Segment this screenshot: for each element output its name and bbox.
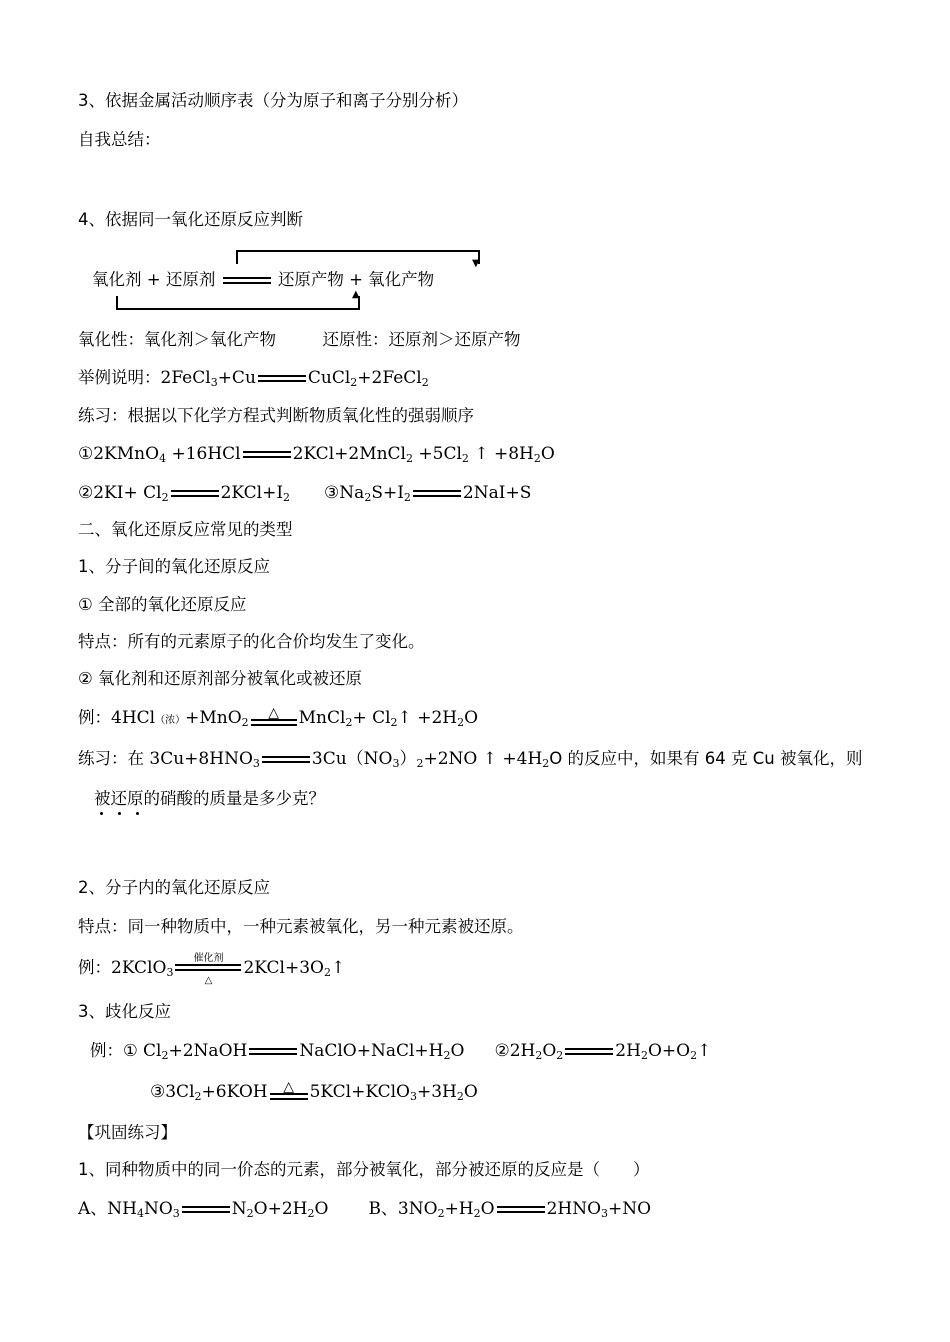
heat-triangle-icon: △: [268, 704, 280, 721]
formula: 2FeCl: [160, 368, 211, 388]
subscript: 2: [403, 491, 411, 504]
formula: +3H: [416, 1082, 457, 1102]
heat-triangle-icon: △: [204, 974, 213, 986]
formula: +H: [444, 1199, 474, 1219]
example-hcl-mno2: [78, 704, 479, 734]
subscript: 2: [161, 1049, 169, 1062]
subscript: 2: [364, 491, 372, 504]
example-label: 举例说明：: [78, 368, 161, 387]
heat-condition-equals: [251, 704, 297, 730]
formula: S+I: [371, 483, 404, 503]
subscript: 2: [640, 1049, 648, 1062]
subscript: 3: [601, 1207, 609, 1220]
feature-text-1: 特点：所有的元素原子的化合价均发生了变化。: [78, 632, 425, 651]
question-1-options: [78, 1198, 651, 1225]
formula: + Cl: [352, 708, 391, 728]
subscript: 2: [461, 452, 469, 465]
equals-sign: [565, 1048, 613, 1055]
subscript: 2: [473, 1207, 481, 1220]
equals-sign: [258, 375, 306, 382]
equals-sign: [497, 1206, 545, 1213]
subscript: 2: [161, 491, 169, 504]
equals-sign: [171, 490, 219, 497]
formula: +MnO: [185, 708, 242, 728]
formula: 2KCl+2MnCl: [292, 444, 406, 464]
example-label: 例：①: [90, 1041, 144, 1060]
oxidation-product-label: 氧化产物: [368, 270, 435, 289]
emphasis-dot: [100, 812, 103, 815]
formula: Cl: [143, 1041, 162, 1061]
equals-sign: [413, 490, 461, 497]
practice-cu-hno3: [78, 748, 862, 775]
heat-condition-equals: [270, 1078, 308, 1104]
subscript: 3: [409, 1090, 417, 1103]
formula: +Cu: [217, 368, 256, 388]
formula: ↑: [697, 1041, 712, 1061]
heat-triangle-icon: △: [283, 1078, 294, 1095]
equals-sign: [249, 1048, 297, 1055]
formula: O: [463, 1082, 478, 1102]
reducing-rule-text: 还原性：还原剂＞还原产物: [322, 330, 521, 349]
formula: 3Cu（NO: [311, 749, 393, 769]
subscript: 2: [437, 1207, 445, 1220]
reduction-product-label: 还原产物: [277, 270, 344, 289]
equals-sign: [262, 756, 310, 763]
equals-sign: [223, 277, 271, 284]
formula: 2KCl+3O: [243, 958, 324, 978]
question-1: 1、同种物质中的同一价态的元素，部分被氧化，部分被还原的反应是（ ）: [78, 1160, 650, 1179]
partial-redox-heading: ② 氧化剂和还原剂部分被氧化或被还原: [78, 669, 363, 688]
formula: ①2KMnO: [78, 444, 160, 464]
section-4-heading: 4、依据同一氧化还原反应判断: [78, 210, 303, 229]
oxidant-label: 氧化剂: [92, 270, 142, 289]
plus-sign: +: [146, 270, 161, 289]
subscript: 2: [323, 966, 331, 979]
formula: ③Na: [324, 483, 365, 503]
formula: 2H: [615, 1041, 641, 1061]
equals-sign: [243, 451, 291, 458]
subscript: 3: [210, 376, 218, 389]
subscript: 2: [421, 376, 429, 389]
subscript: 2: [283, 491, 291, 504]
subscript: 3: [172, 1207, 180, 1220]
formula: 3Cu+8HNO: [149, 749, 253, 769]
formula: MnCl: [298, 708, 346, 728]
subscript: 2: [456, 1090, 464, 1103]
full-redox-heading: ① 全部的氧化还原反应: [78, 595, 247, 614]
formula: ）: [399, 749, 417, 769]
emphasis-dot: [136, 812, 139, 815]
formula: +5Cl: [413, 444, 462, 464]
section-3-heading: 3、依据金属活动顺序表（分为原子和离子分别分析）: [78, 91, 468, 110]
subscript: 2: [690, 1049, 698, 1062]
subscript: 2: [535, 1049, 543, 1062]
subscript: 2: [457, 716, 465, 729]
formula: +6KOH: [201, 1082, 268, 1102]
disproportionation-heading: 3、歧化反应: [78, 1002, 171, 1021]
catalyst-label: 催化剂: [193, 952, 224, 964]
equation-kmno4: [78, 443, 555, 470]
example-disproportionation-1: [90, 1040, 711, 1067]
feature-text-2: 特点：同一种物质中，一种元素被氧化，另一种元素被还原。: [78, 917, 524, 936]
subscript: 2: [345, 716, 353, 729]
formula: 2NaI+S: [462, 483, 532, 503]
formula: O: [542, 1041, 557, 1061]
formula: NO: [143, 1199, 173, 1219]
formula: +NO: [608, 1199, 652, 1219]
option-b: B、3NO: [368, 1199, 438, 1219]
example-label: 例：: [78, 708, 111, 727]
formula: ③3Cl: [150, 1082, 195, 1102]
subscript: 2: [416, 757, 424, 770]
subscript: 2: [246, 1207, 254, 1220]
formula: 2KCl+I: [220, 483, 284, 503]
subscript: 2: [307, 1207, 315, 1220]
equations-ki-na2s: [78, 482, 531, 509]
catalyst-condition-equals: [175, 952, 241, 986]
formula: +2NaOH: [168, 1041, 248, 1061]
intramolecular-heading: 2、分子内的氧化还原反应: [78, 878, 270, 897]
formula: +2NO ↑ +4H: [423, 749, 543, 769]
example-feCl3: [78, 367, 429, 394]
formula: CuCl: [307, 368, 351, 388]
oxidizing-rule-text: 氧化性：氧化剂＞氧化产物: [78, 330, 276, 349]
formula: O: [540, 444, 555, 464]
subscript: 3: [166, 966, 174, 979]
example-label: 例：: [78, 958, 111, 977]
concentrated-note: （浓）: [155, 715, 186, 726]
emphasis-dot: [118, 812, 121, 815]
reductant-label: 还原剂: [165, 270, 216, 289]
formula: ↑: [330, 958, 346, 978]
example-kclo3: [78, 952, 346, 986]
subscript: 2: [443, 1049, 451, 1062]
subscript: 2: [556, 1049, 564, 1062]
bottom-bracket: [116, 296, 360, 310]
consolidation-heading: 【巩固练习】: [78, 1123, 177, 1142]
formula: O+O: [647, 1041, 691, 1061]
formula: O: [314, 1199, 329, 1219]
formula: ②2H: [494, 1041, 536, 1061]
diagram-equation: [92, 269, 434, 291]
subscript: 2: [542, 757, 550, 770]
up-arrowhead-icon: ▲: [352, 289, 360, 300]
practice-intro: 练习：根据以下化学方程式判断物质氧化性的强弱顺序: [78, 406, 474, 425]
subscript: 4: [159, 452, 167, 465]
formula: 2HNO: [546, 1199, 602, 1219]
formula: NaClO+NaCl+H: [299, 1041, 444, 1061]
option-a: A、NH: [78, 1199, 137, 1219]
formula: O+2H: [253, 1199, 308, 1219]
subscript: 2: [194, 1090, 202, 1103]
top-bracket: [236, 250, 480, 264]
question-text: O 的反应中，如果有 64 克 Cu 被氧化，则: [549, 749, 863, 768]
formula: 2KClO: [111, 958, 167, 978]
subscript: 4: [136, 1207, 144, 1220]
subscript: 3: [392, 757, 400, 770]
formula: +16HCl: [166, 444, 241, 464]
formula: 5KCl+KClO: [309, 1082, 410, 1102]
oxidizing-rule: [78, 329, 521, 351]
subscript: 3: [252, 757, 260, 770]
formula: 4HCl: [111, 708, 156, 728]
formula: +2FeCl: [357, 368, 422, 388]
formula: ↑ +8H: [468, 444, 534, 464]
formula: ↑ +2H: [397, 708, 458, 728]
formula: ②2KI+ Cl: [78, 483, 162, 503]
formula: O: [464, 708, 479, 728]
plus-sign: +: [349, 270, 363, 289]
subscript: 2: [241, 716, 249, 729]
subscript: 2: [533, 452, 541, 465]
down-arrowhead-icon: ▼: [472, 258, 480, 269]
formula: N: [231, 1199, 247, 1219]
formula: O: [480, 1199, 495, 1219]
example-disproportionation-2: [150, 1078, 478, 1108]
intermolecular-heading: 1、分子间的氧化还原反应: [78, 557, 270, 576]
practice-label: 练习：在: [78, 749, 144, 768]
subscript: 2: [350, 376, 358, 389]
equals-sign: [182, 1206, 230, 1213]
question-continuation: 被还原的硝酸的质量是多少克？: [94, 789, 325, 808]
section-two-heading: 二、氧化还原反应常见的类型: [78, 520, 293, 539]
formula: O: [450, 1041, 465, 1061]
subscript: 2: [390, 716, 398, 729]
subscript: 2: [406, 452, 413, 465]
self-summary-label: 自我总结：: [78, 130, 161, 149]
